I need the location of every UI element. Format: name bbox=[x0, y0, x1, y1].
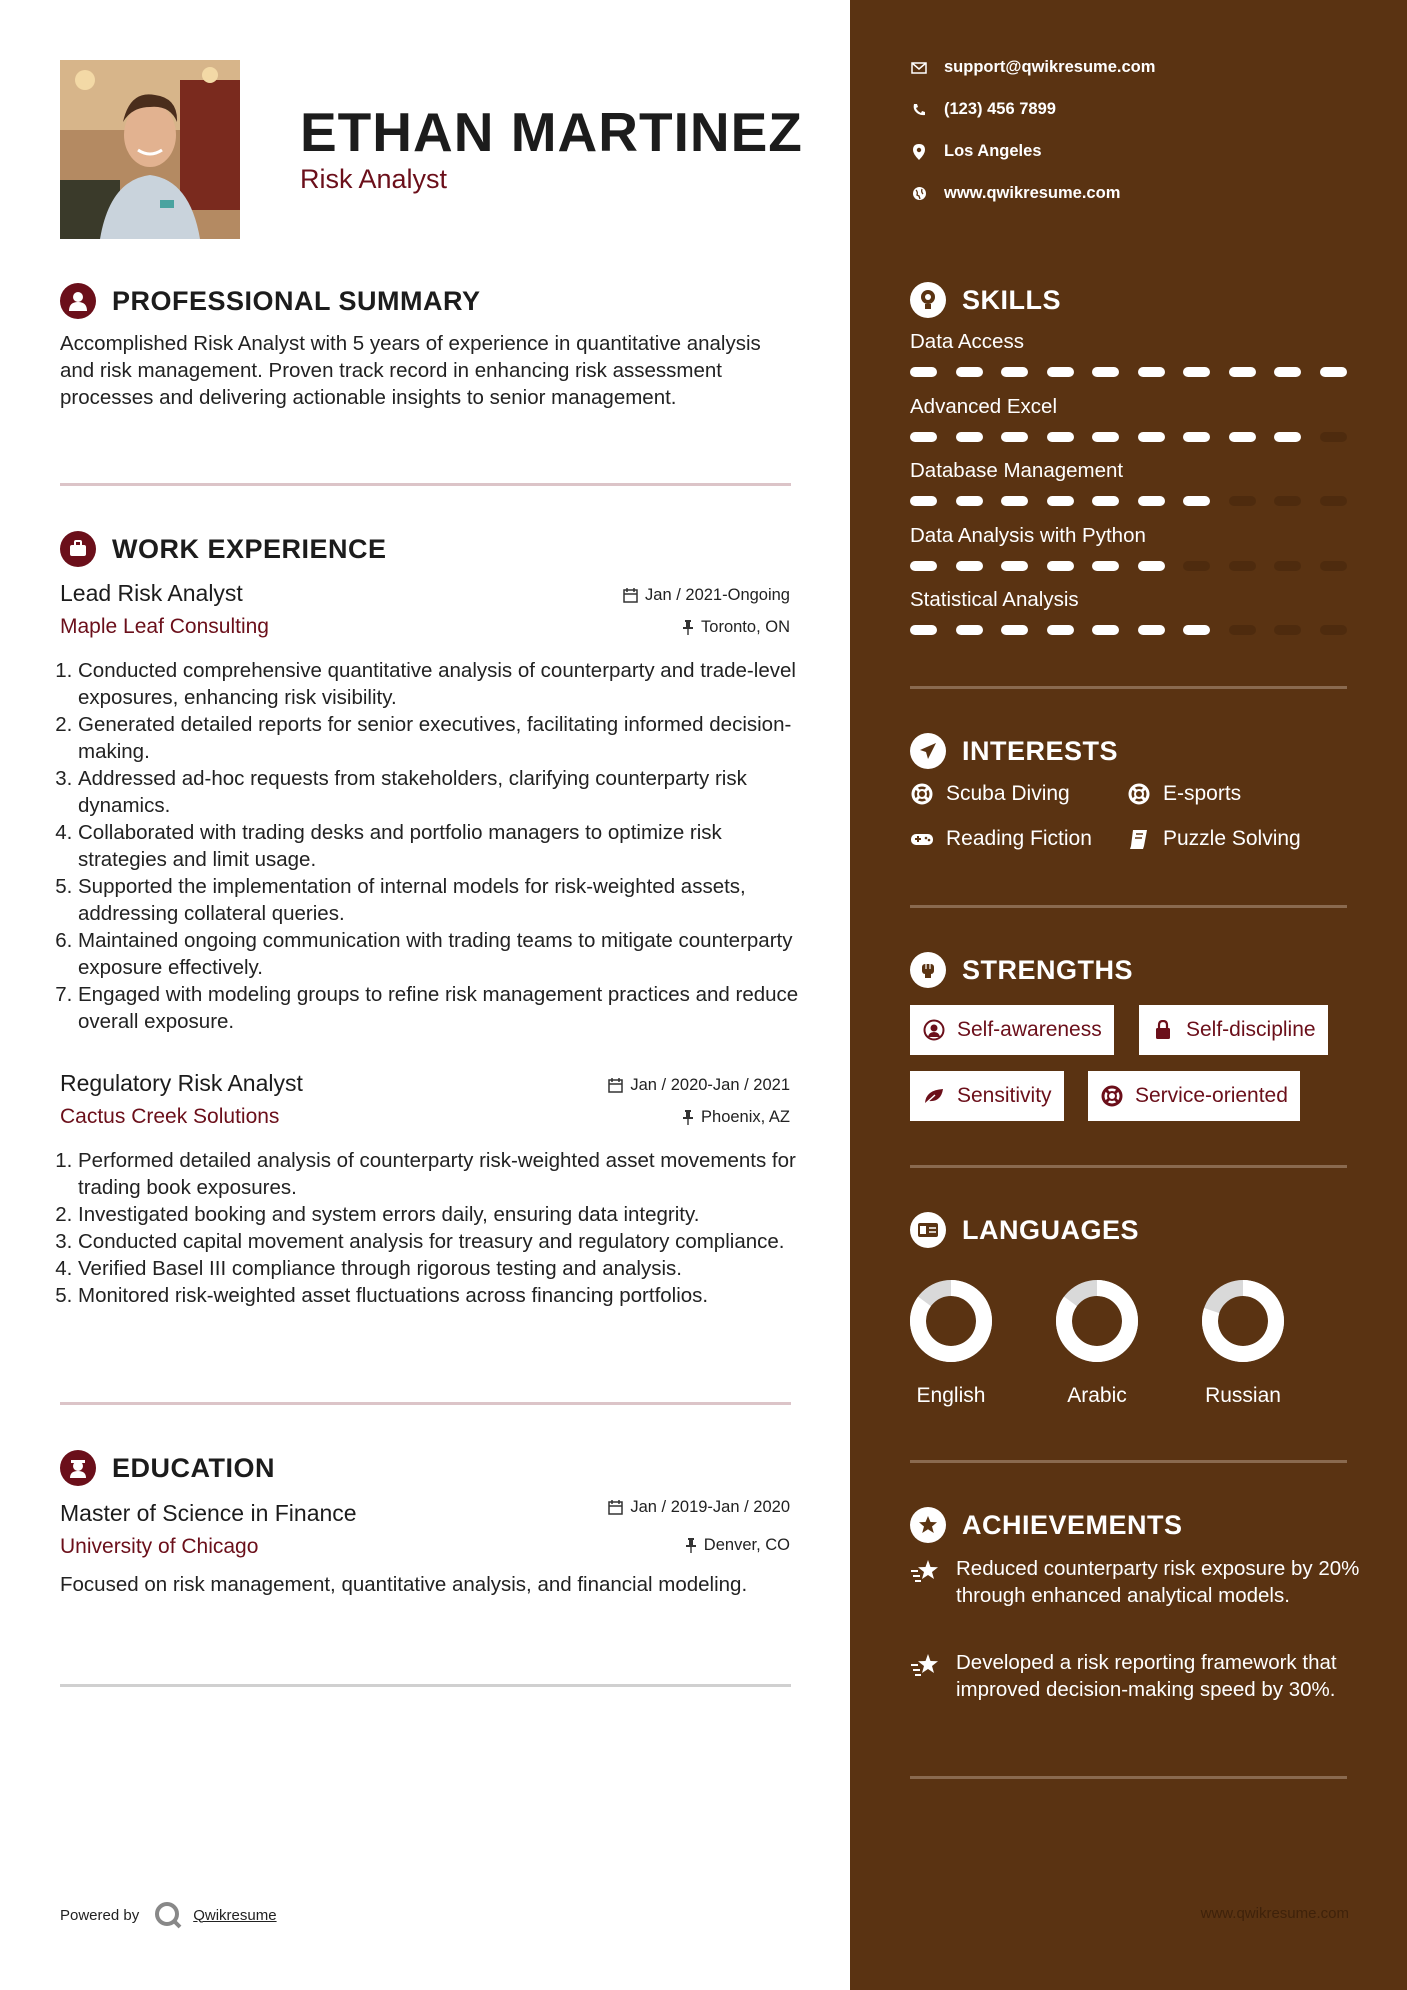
languages-header bbox=[910, 1212, 1139, 1248]
strength-label: Service-oriented bbox=[1135, 1084, 1288, 1107]
briefcase-icon bbox=[60, 531, 96, 567]
skill-level-dash bbox=[956, 496, 983, 506]
achievements-header bbox=[910, 1507, 1183, 1543]
footer-website: www.qwikresume.com bbox=[1200, 1905, 1349, 1922]
star-badge-icon bbox=[910, 1507, 946, 1543]
skill-level-dash bbox=[1092, 432, 1119, 442]
powered-by bbox=[60, 1900, 277, 1930]
skill-level-dash bbox=[1229, 432, 1256, 442]
contact-website-text[interactable]: www.qwikresume.com bbox=[944, 184, 1121, 202]
skill-level-dash bbox=[956, 432, 983, 442]
skill-level-dash bbox=[1183, 367, 1210, 377]
skill-level-dash bbox=[1229, 367, 1256, 377]
skills-heading: SKILLS bbox=[962, 284, 1062, 315]
interests-header bbox=[910, 733, 1118, 769]
interest-label: Reading Fiction bbox=[946, 827, 1092, 850]
skill-level-dash bbox=[1274, 496, 1301, 506]
job-title: Regulatory Risk Analyst bbox=[60, 1070, 303, 1096]
language-icon bbox=[910, 1212, 946, 1248]
qwikresume-logo-icon bbox=[153, 1900, 183, 1930]
strength-label: Self-discipline bbox=[1186, 1018, 1316, 1041]
book-icon bbox=[1127, 827, 1151, 851]
divider bbox=[910, 1776, 1347, 1779]
skill-label: Statistical Analysis bbox=[910, 588, 1079, 611]
skill-level-dash bbox=[956, 561, 983, 571]
degree-title: Master of Science in Finance bbox=[60, 1500, 357, 1526]
globe-icon bbox=[910, 185, 928, 203]
job-company: Maple Leaf Consulting bbox=[60, 615, 269, 638]
language-proficiency-donut bbox=[908, 1278, 994, 1364]
divider bbox=[910, 905, 1347, 908]
skill-label: Advanced Excel bbox=[910, 394, 1058, 418]
interest-label: E-sports bbox=[1163, 782, 1242, 805]
pin-icon bbox=[685, 1538, 697, 1553]
language-label: Arabic bbox=[1067, 1384, 1127, 1407]
contact-email-text[interactable]: support@qwikresume.com bbox=[944, 58, 1156, 76]
calendar-icon bbox=[608, 1078, 623, 1093]
strengths-heading: STRENGTHS bbox=[962, 954, 1134, 985]
leaf-icon bbox=[922, 1084, 946, 1108]
list-item: 1. Conducted comprehensive quantitative analysis of counterparty and trade-level exposures, enhancing risk visibility. bbox=[78, 657, 800, 711]
skill-level-dash bbox=[1092, 561, 1119, 571]
paper-plane-icon bbox=[910, 733, 946, 769]
skill-level-dash bbox=[910, 625, 937, 635]
pin-icon bbox=[682, 1110, 694, 1125]
lightbulb-icon bbox=[910, 282, 946, 318]
interest-item bbox=[910, 782, 1070, 806]
fist-icon bbox=[910, 952, 946, 988]
skill-level-dash bbox=[1229, 496, 1256, 506]
divider bbox=[60, 1684, 791, 1687]
list-item: 3. Conducted capital movement analysis for treasury and regulatory compliance. bbox=[78, 1228, 800, 1255]
skills-header bbox=[910, 282, 1061, 318]
education-heading: EDUCATION bbox=[112, 1452, 275, 1483]
skill-level-dash bbox=[1001, 432, 1028, 442]
interest-label: Puzzle Solving bbox=[1163, 827, 1301, 850]
skill-level-bar bbox=[910, 561, 1347, 571]
language-label: Russian bbox=[1205, 1384, 1281, 1407]
divider bbox=[910, 686, 1347, 689]
interest-label: Scuba Diving bbox=[946, 782, 1070, 805]
skill-level-dash bbox=[1047, 496, 1074, 506]
interest-item bbox=[1127, 782, 1241, 806]
skill-level-dash bbox=[1183, 561, 1210, 571]
interest-item bbox=[910, 827, 1092, 851]
skill-level-dash bbox=[1320, 561, 1347, 571]
pin-icon bbox=[682, 620, 694, 635]
achievement-item bbox=[910, 1555, 1360, 1609]
achievements-heading: ACHIEVEMENTS bbox=[962, 1509, 1183, 1540]
skill-level-bar bbox=[910, 496, 1347, 506]
skill-level-dash bbox=[1047, 432, 1074, 442]
skill-level-dash bbox=[910, 561, 937, 571]
achievement-text: Developed a risk reporting framework that improved decision-making speed by 30%. bbox=[956, 1651, 1337, 1701]
gamepad-icon bbox=[910, 827, 934, 851]
skill-level-dash bbox=[1092, 367, 1119, 377]
education-dates-text: Jan / 2019-Jan / 2020 bbox=[630, 1498, 790, 1516]
experience-header bbox=[60, 530, 387, 568]
skill-level-dash bbox=[1092, 496, 1119, 506]
language-item bbox=[1037, 1278, 1157, 1408]
contact-website bbox=[910, 184, 1120, 203]
skill-level-dash bbox=[956, 625, 983, 635]
job-company: Cactus Creek Solutions bbox=[60, 1105, 280, 1128]
skill-level-dash bbox=[1183, 432, 1210, 442]
skill-level-dash bbox=[1138, 496, 1165, 506]
skill-label: Data Access bbox=[910, 330, 1024, 353]
languages-heading: LANGUAGES bbox=[962, 1214, 1140, 1245]
skill-level-dash bbox=[1320, 625, 1347, 635]
lifebuoy-icon bbox=[1127, 782, 1151, 806]
skill-level-dash bbox=[1229, 625, 1256, 635]
list-item: 3. Addressed ad-hoc requests from stakeholders, clarifying counterparty risk dynamics. bbox=[78, 765, 800, 819]
contact-phone bbox=[910, 100, 1056, 119]
divider bbox=[60, 483, 791, 486]
lock-icon bbox=[1151, 1018, 1175, 1042]
list-item: 7. Engaged with modeling groups to refine risk management practices and reduce overall exposure. bbox=[78, 981, 800, 1035]
user-icon bbox=[60, 283, 96, 319]
skill-level-dash bbox=[956, 367, 983, 377]
language-proficiency-donut bbox=[1200, 1278, 1286, 1364]
language-item bbox=[891, 1278, 1011, 1408]
language-proficiency-donut bbox=[1054, 1278, 1140, 1364]
skill-level-dash bbox=[1138, 432, 1165, 442]
strength-chip bbox=[1139, 1005, 1328, 1055]
job-dates-text: Jan / 2021-Ongoing bbox=[645, 586, 790, 604]
powered-by-label: Powered by bbox=[60, 1906, 140, 1924]
calendar-icon bbox=[623, 588, 638, 603]
contact-email bbox=[910, 58, 1155, 77]
skill-level-dash bbox=[910, 367, 937, 377]
calendar-icon bbox=[608, 1500, 623, 1515]
skill-level-bar bbox=[910, 625, 1347, 635]
profile-photo bbox=[60, 60, 240, 239]
skill-level-dash bbox=[1001, 561, 1028, 571]
skill-label: Data Analysis with Python bbox=[910, 523, 1146, 547]
summary-heading: PROFESSIONAL SUMMARY bbox=[112, 285, 481, 316]
list-item: 5. Supported the implementation of internal models for risk-weighted assets, addressing collateral queries. bbox=[78, 873, 800, 927]
education-description: Focused on risk management, quantitative analysis, and financial modeling. bbox=[60, 1573, 748, 1596]
school-name: University of Chicago bbox=[60, 1535, 259, 1558]
profile-photo-image bbox=[60, 60, 240, 239]
strength-chip bbox=[910, 1071, 1064, 1121]
skill-level-dash bbox=[1001, 625, 1028, 635]
language-label: English bbox=[916, 1384, 986, 1407]
skill-level-dash bbox=[1138, 625, 1165, 635]
divider bbox=[910, 1460, 1347, 1463]
education-header bbox=[60, 1449, 275, 1487]
job-location-text: Toronto, ON bbox=[701, 618, 790, 636]
job-dates-text: Jan / 2020-Jan / 2021 bbox=[630, 1076, 790, 1094]
contact-location-text: Los Angeles bbox=[944, 142, 1042, 160]
list-item: 5. Monitored risk-weighted asset fluctuations across financing portfolios. bbox=[78, 1282, 800, 1309]
skill-level-dash bbox=[1138, 367, 1165, 377]
summary-header bbox=[60, 282, 481, 320]
job-dates bbox=[623, 586, 790, 605]
skill-level-dash bbox=[1320, 496, 1347, 506]
skill-level-bar bbox=[910, 367, 1347, 377]
achievement-text: Reduced counterparty risk exposure by 20% through enhanced analytical models. bbox=[956, 1557, 1360, 1607]
skill-level-dash bbox=[1183, 496, 1210, 506]
skill-level-dash bbox=[1320, 432, 1347, 442]
skill-level-dash bbox=[1274, 625, 1301, 635]
job-responsibilities bbox=[60, 657, 800, 1035]
strength-label: Sensitivity bbox=[957, 1084, 1052, 1107]
divider bbox=[60, 1402, 791, 1405]
shooting-star-icon bbox=[910, 1557, 940, 1587]
graduation-icon bbox=[60, 1450, 96, 1486]
job-dates bbox=[608, 1076, 790, 1095]
skill-level-dash bbox=[1274, 561, 1301, 571]
job-location-text: Phoenix, AZ bbox=[701, 1108, 790, 1126]
job-location bbox=[682, 618, 790, 637]
shooting-star-icon bbox=[910, 1651, 940, 1681]
skill-level-dash bbox=[1092, 625, 1119, 635]
skill-label: Database Management bbox=[910, 459, 1124, 482]
skill-level-dash bbox=[1047, 625, 1074, 635]
skill-level-dash bbox=[1047, 561, 1074, 571]
experience-heading: WORK EXPERIENCE bbox=[112, 533, 387, 564]
envelope-icon bbox=[910, 59, 928, 77]
education-location-text: Denver, CO bbox=[703, 1536, 790, 1554]
education-location bbox=[685, 1536, 790, 1555]
list-item: 4. Collaborated with trading desks and portfolio managers to optimize risk strategies and limit usage. bbox=[78, 819, 800, 873]
skill-level-dash bbox=[1229, 561, 1256, 571]
skill-level-dash bbox=[1047, 367, 1074, 377]
skill-level-bar bbox=[910, 432, 1347, 442]
qwikresume-link[interactable]: Qwikresume bbox=[193, 1906, 277, 1924]
summary-text: Accomplished Risk Analyst with 5 years of experience in quantitative analysis and risk management. Proven track record in enhancing risk assessment processes and delivering actionable insights to senior management. bbox=[60, 332, 761, 409]
strength-label: Self-awareness bbox=[957, 1018, 1102, 1041]
divider bbox=[910, 1165, 1347, 1168]
strengths-header bbox=[910, 952, 1133, 988]
sidebar bbox=[850, 0, 1407, 1990]
candidate-title: Risk Analyst bbox=[300, 164, 448, 194]
achievement-item bbox=[910, 1649, 1360, 1703]
skill-level-dash bbox=[1320, 367, 1347, 377]
contact-phone-text: (123) 456 7899 bbox=[944, 100, 1056, 118]
lifebuoy-icon bbox=[910, 782, 934, 806]
job-title: Lead Risk Analyst bbox=[60, 580, 243, 606]
location-pin-icon bbox=[910, 143, 928, 161]
skill-level-dash bbox=[1001, 496, 1028, 506]
list-item: 4. Verified Basel III compliance through rigorous testing and analysis. bbox=[78, 1255, 800, 1282]
education-dates bbox=[608, 1498, 790, 1517]
skill-level-dash bbox=[1138, 561, 1165, 571]
strength-chip bbox=[1088, 1071, 1300, 1121]
interests-heading: INTERESTS bbox=[962, 735, 1119, 766]
job-responsibilities bbox=[60, 1147, 800, 1309]
user-circle-icon bbox=[922, 1018, 946, 1042]
skill-level-dash bbox=[1183, 625, 1210, 635]
contact-location bbox=[910, 142, 1042, 161]
list-item: 6. Maintained ongoing communication with trading teams to mitigate counterparty exposure effectively. bbox=[78, 927, 800, 981]
skill-level-dash bbox=[1274, 367, 1301, 377]
strength-chip bbox=[910, 1005, 1114, 1055]
list-item: 2. Investigated booking and system errors daily, ensuring data integrity. bbox=[78, 1201, 800, 1228]
lifebuoy-icon bbox=[1100, 1084, 1124, 1108]
skill-level-dash bbox=[1274, 432, 1301, 442]
phone-icon bbox=[910, 101, 928, 119]
candidate-name: ETHAN MARTINEZ bbox=[300, 101, 803, 163]
skill-level-dash bbox=[910, 496, 937, 506]
list-item: 1. Performed detailed analysis of counterparty risk-weighted asset movements for trading book exposures. bbox=[78, 1147, 800, 1201]
list-item: 2. Generated detailed reports for senior executives, facilitating informed decision-making. bbox=[78, 711, 800, 765]
interest-item bbox=[1127, 827, 1301, 851]
job-location bbox=[682, 1108, 790, 1127]
language-item bbox=[1183, 1278, 1303, 1408]
skill-level-dash bbox=[910, 432, 937, 442]
skill-level-dash bbox=[1001, 367, 1028, 377]
